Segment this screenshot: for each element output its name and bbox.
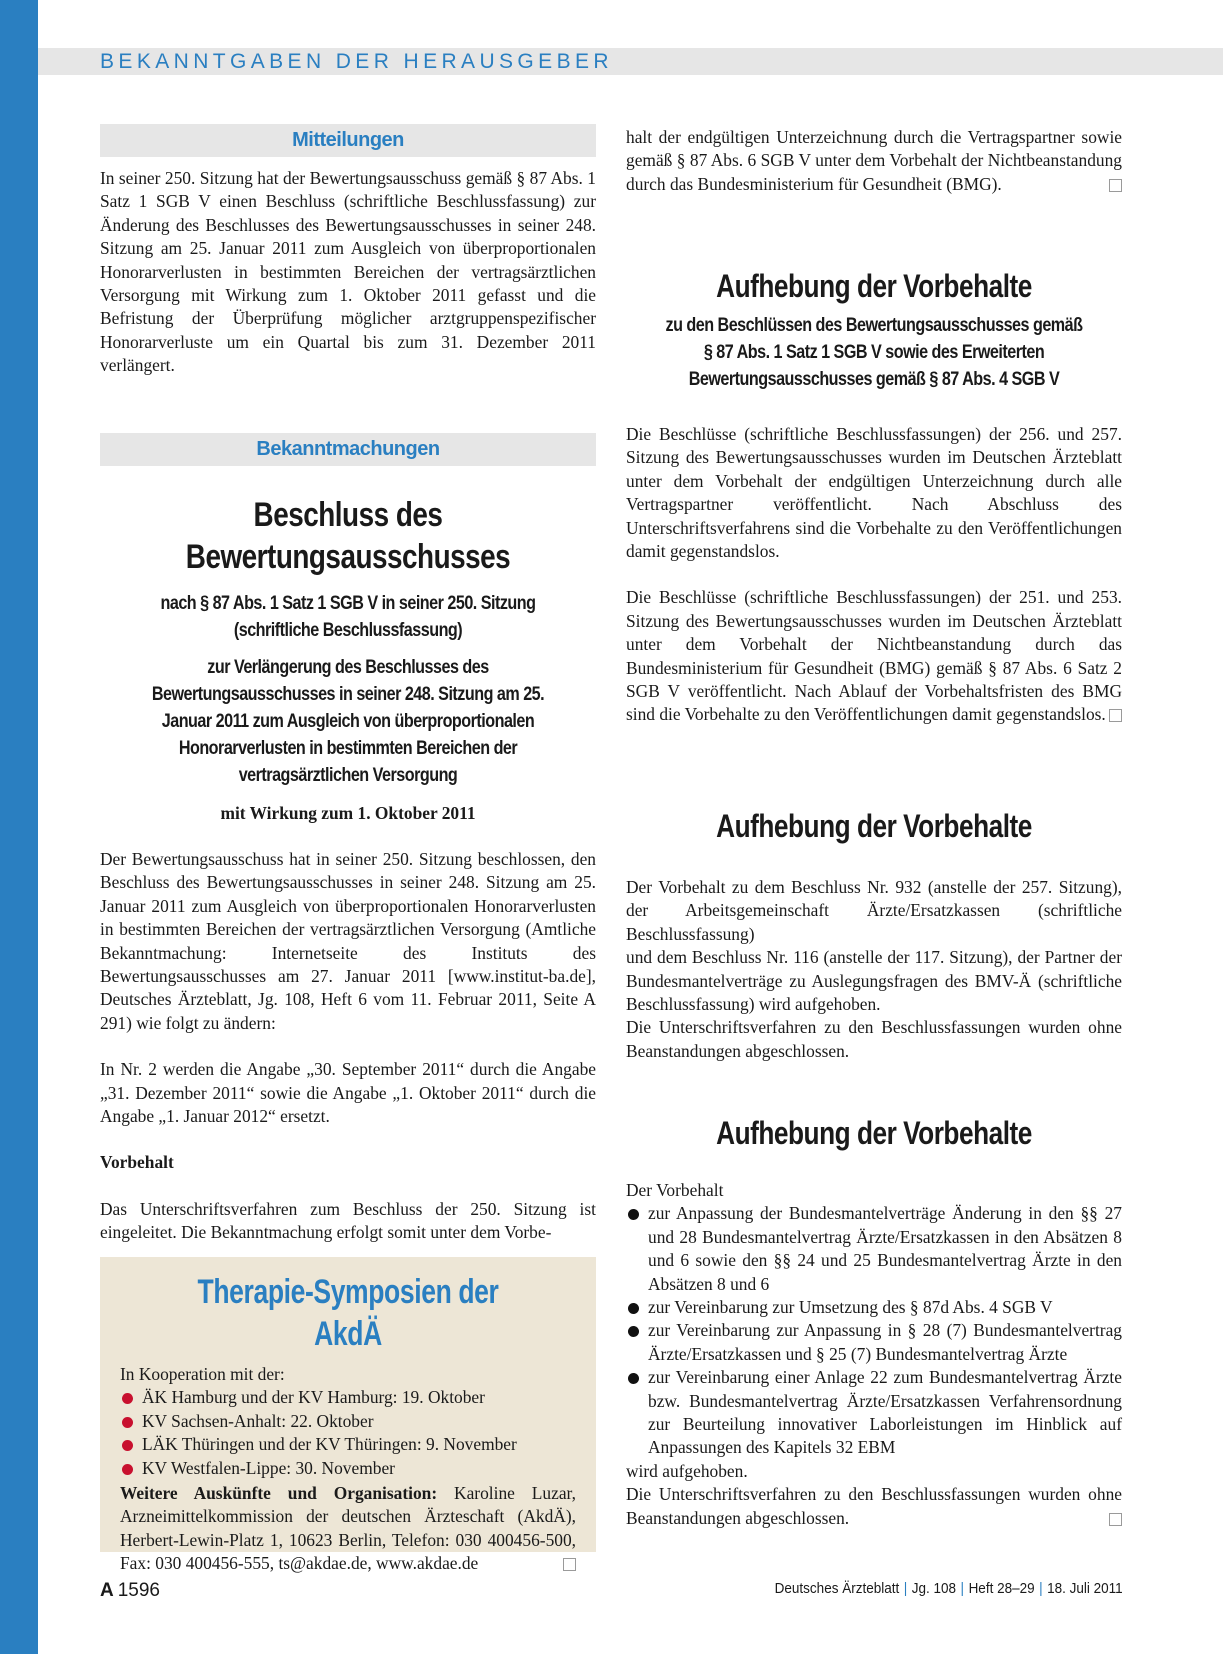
list-item: zur Anpassung der Bundesmantelverträge Änderung in den §§ 27 und 28 Bundesmantelvertrag Ärzte/Ersatzkassen in den Absätzen 8 und 6 sowie den §§ 24 und 25 Bundesmantelvertrag Ärzte in den Absätzen 8 und 6 bbox=[626, 1202, 1122, 1296]
aufhebung-2-line-2: und dem Beschluss Nr. 116 (anstelle der 117. Sitzung), der Partner der Bundesmantelverträge zu Auslegungsfragen des BMV-Ä (schriftliche Beschlussfassung) wird aufgehoben. bbox=[626, 947, 1122, 1015]
journal-issue: Heft 28–29 bbox=[968, 1580, 1035, 1597]
symposien-list bbox=[120, 1386, 576, 1480]
therapie-symposien-box bbox=[100, 1257, 596, 1574]
beschluss-title: Beschluss des Bewertungsausschusses bbox=[185, 496, 511, 576]
aufhebung-2-line-3: Die Unterschriftsverfahren zu den Beschlussfassungen wurden ohne Beanstandungen abgeschlossen. bbox=[626, 1017, 1122, 1061]
beschluss-subtitle-2: zur Verlängerung des Beschlusses des Bewertungsausschusses in seiner 248. Sitzung am 25. Januar 2011 zum Ausgleich von überproportionalen Honorarverlusten in bestimmten Bereichen der vertragsärztlichen Versorgung bbox=[151, 657, 545, 786]
list-item: KV Westfalen-Lippe: 30. November bbox=[120, 1457, 576, 1480]
aufhebung-title-2: Aufhebung der Vorbehalte bbox=[716, 808, 1032, 844]
box-title: Therapie-Symposien der AkdÄ bbox=[197, 1273, 499, 1353]
end-mark-icon bbox=[1109, 179, 1122, 192]
list-item: zur Vereinbarung zur Anpassung in § 28 (7) Bundesmantelvertrag Ärzte/Ersatzkassen und § 25 (7) Bundesmantelvertrag Ärzte bbox=[626, 1319, 1122, 1366]
journal-volume: Jg. 108 bbox=[912, 1580, 957, 1597]
aufhebung-title-1: Aufhebung der Vorbehalte bbox=[716, 268, 1032, 304]
aufhebung-section-1 bbox=[626, 266, 1122, 727]
journal-info: Deutsches Ärzteblatt | Jg. 108 | Heft 28–29 | 18. Juli 2011 bbox=[774, 1580, 1123, 1597]
aufhebung-1-paragraph-2: Die Beschlüsse (schriftliche Beschlussfassungen) der 251. und 253. Sitzung des Bewertungsausschusses wurden im Deutschen Ärzteblatt unter dem Vorbehalt der Nichtbeanstandung durch das Bundesministerium für Gesundheit (BMG) gemäß § 87 Abs. 6 Satz 2 SGB V veröffentlicht. Nach Ablauf der Vorbehaltsfristen des BMG sind die Vorbehalte zu den Veröffentlichungen damit gegenstandslos. bbox=[626, 587, 1122, 725]
aufhebung-section-3 bbox=[626, 1113, 1122, 1530]
aufhebung-3-intro: Der Vorbehalt bbox=[626, 1180, 724, 1200]
aufhebung-subtitle-1: zu den Beschlüssen des Bewertungsausschusses gemäß § 87 Abs. 1 Satz 1 SGB V sowie des Erweiterten Bewertungsausschusses gemäß § 87 Abs. 4 SGB V bbox=[665, 315, 1083, 390]
vorbehalt-list bbox=[626, 1202, 1122, 1459]
bekanntmachungen-section bbox=[100, 433, 596, 1245]
mitteilungen-section bbox=[100, 124, 596, 378]
mitteilungen-text: In seiner 250. Sitzung hat der Bewertungsausschuss gemäß § 87 Abs. 1 Satz 1 SGB V einen Beschluss (schriftliche Beschlussfassung) zur Änderung des Beschlusses des Bewertungsausschusses in seiner 248. Sitzung am 25. Januar 2011 zum Ausgleich von überproportionalen Honorarverlusten in bestimmten Bereichen der vertragsärztlichen Versorgung mit Wirkung zum 1. Oktober 2011 gefasst und die Befristung der Überprüfung möglicher arztgruppenspezifischer Honorarverluste um ein Quartal bis zum 31. Dezember 2011 verlängert. bbox=[100, 168, 596, 376]
blue-side-bar bbox=[0, 0, 38, 1654]
list-item: LÄK Thüringen und der KV Thüringen: 9. November bbox=[120, 1433, 576, 1456]
box-intro: In Kooperation mit der: bbox=[120, 1364, 285, 1384]
aufhebung-3-outro-1: wird aufgehoben. bbox=[626, 1460, 748, 1481]
beschluss-subtitle-1: nach § 87 Abs. 1 Satz 1 SGB V in seiner 250. Sitzung (schriftliche Beschlussfassung) bbox=[160, 593, 536, 641]
end-mark-icon bbox=[1109, 709, 1122, 722]
list-item: ÄK Hamburg und der KV Hamburg: 19. Oktober bbox=[120, 1386, 576, 1409]
mitteilungen-heading: Mitteilungen bbox=[100, 124, 596, 157]
aufhebung-1-paragraph-1: Die Beschlüsse (schriftliche Beschlussfassungen) der 256. und 257. Sitzung des Bewertungsausschusses wurden im Deutschen Ärzteblatt unter dem Vorbehalt der endgültigen Unterzeichnung durch alle Vertragspartner veröffentlicht. Nach Abschluss des Unterschriftsverfahrens sind die Vorbehalte zu den Veröffentlichungen damit gegenstandslos. bbox=[626, 424, 1122, 562]
vorbehalt-text: Das Unterschriftsverfahren zum Beschluss der 250. Sitzung ist eingeleitet. Die Bekanntmachung erfolgt somit unter dem Vorbe- bbox=[100, 1198, 596, 1243]
journal-name: Deutsches Ärzteblatt bbox=[774, 1580, 900, 1597]
aufhebung-2-line-1: Der Vorbehalt zu dem Beschluss Nr. 932 (anstelle der 257. Sitzung), der Arbeitsgemeinschaft Ärzte/Ersatzkassen (schriftliche Beschlussfassung) bbox=[626, 877, 1122, 944]
aufhebung-title-3: Aufhebung der Vorbehalte bbox=[716, 1115, 1032, 1151]
section-title: BEKANNTGABEN DER HERAUSGEBER bbox=[100, 50, 613, 73]
continuation-block bbox=[626, 126, 1122, 196]
info-label: Weitere Auskünfte und Organisation: bbox=[120, 1483, 438, 1504]
end-mark-icon bbox=[563, 1558, 576, 1571]
beschluss-paragraph-1: Der Bewertungsausschuss hat in seiner 250. Sitzung beschlossen, den Beschluss des Bewertungsausschusses in seiner 248. Sitzung am 25. Januar 2011 zum Ausgleich von überproportionalen Honorarverlusten in bestimmten Bereichen der vertragsärztlichen Versorgung (Amtliche Bekanntmachung: Internetseite des Instituts des Bewertungsausschusses am 27. Januar 2011 [www.institut-ba.de], Deutsches Ärzteblatt, Jg. 108, Heft 6 vom 11. Februar 2011, Seite A 291) wie folgt zu ändern: bbox=[100, 849, 596, 1033]
info-text: Karoline Luzar, Arzneimittelkommission der deutschen Ärzteschaft (AkdÄ), Herbert-Lewin-Platz 1, 10623 Berlin, Telefon: 030 400456-500, Fax: 030 400456-555, ts@akdae.de, www.akdae.de bbox=[120, 1483, 576, 1574]
continuation-text: halt der endgültigen Unterzeichnung durch die Vertragspartner sowie gemäß § 87 Abs. 6 SGB V unter dem Vorbehalt der Nichtbeanstandung durch das Bundesministerium für Gesundheit (BMG). bbox=[626, 127, 1122, 194]
aufhebung-3-outro-2: Die Unterschriftsverfahren zu den Beschlussfassungen wurden ohne Beanstandungen abgeschlossen. bbox=[626, 1484, 1122, 1528]
box-info bbox=[120, 1482, 576, 1576]
list-item: zur Vereinbarung einer Anlage 22 zum Bundesmantelvertrag Ärzte bzw. Bundesmantelvertrag Ärzte/Ersatzkassen Verfahrensordnung zur Beurteilung innovativer Laborleistungen im Hinblick auf Anpassungen des Kapitels 32 EBM bbox=[626, 1366, 1122, 1460]
aufhebung-section-2 bbox=[626, 806, 1122, 1063]
list-item: KV Sachsen-Anhalt: 22. Oktober bbox=[120, 1410, 576, 1433]
bekanntmachungen-heading: Bekanntmachungen bbox=[100, 433, 596, 466]
effective-date: mit Wirkung zum 1. Oktober 2011 bbox=[220, 803, 476, 823]
page-number: A 1596 bbox=[100, 1580, 161, 1601]
end-mark-icon bbox=[1109, 1513, 1122, 1526]
vorbehalt-label: Vorbehalt bbox=[100, 1152, 174, 1173]
beschluss-paragraph-2: In Nr. 2 werden die Angabe „30. September 2011“ durch die Angabe „31. Dezember 2011“ sowie die Angabe „1. Oktober 2011“ durch die Angabe „1. Januar 2012“ ersetzt. bbox=[100, 1059, 596, 1127]
journal-date: 18. Juli 2011 bbox=[1047, 1580, 1123, 1597]
list-item: zur Vereinbarung zur Umsetzung des § 87d Abs. 4 SGB V bbox=[626, 1296, 1122, 1319]
